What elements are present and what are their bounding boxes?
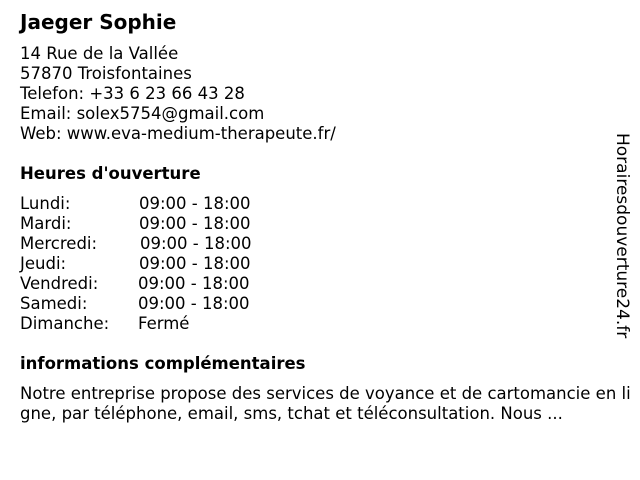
opening-hours-heading: Heures d'ouverture <box>20 164 201 183</box>
city-line: 57870 Troisfontaines <box>20 64 192 83</box>
day-label: Lundi: <box>20 194 71 213</box>
contact-block <box>20 44 336 144</box>
website-line: Web: www.eva-medium-therapeute.fr/ <box>20 124 336 143</box>
email-line: Email: solex5754@gmail.com <box>20 104 265 123</box>
time-range: 09:00 - 18:00 <box>140 234 252 253</box>
day-label: Vendredi: <box>20 274 99 293</box>
street-address: 14 Rue de la Vallée <box>20 44 179 63</box>
day-label: Samedi: <box>20 294 88 313</box>
time-range: 09:00 - 18:00 <box>139 254 251 273</box>
day-label: Mercredi: <box>20 234 98 253</box>
day-label: Mardi: <box>20 214 72 233</box>
site-watermark: Horairesdouverture24.fr <box>612 133 632 339</box>
additional-info-heading: informations complémentaires <box>20 354 306 373</box>
time-range: 09:00 - 18:00 <box>139 194 251 213</box>
day-label: Dimanche: <box>20 314 110 333</box>
time-range: Fermé <box>138 314 190 333</box>
additional-info-text: Notre entreprise propose des services de voyance et de cartomancie en ligne, par téléphone, email, sms, tchat et téléconsultation. Nous ... <box>20 384 631 423</box>
time-range: 09:00 - 18:00 <box>138 294 250 313</box>
time-range: 09:00 - 18:00 <box>138 274 250 293</box>
phone-line: Telefon: +33 6 23 66 43 28 <box>20 84 245 103</box>
time-range: 09:00 - 18:00 <box>139 214 251 233</box>
business-name: Jaeger Sophie <box>20 10 177 34</box>
day-label: Jeudi: <box>20 254 67 273</box>
